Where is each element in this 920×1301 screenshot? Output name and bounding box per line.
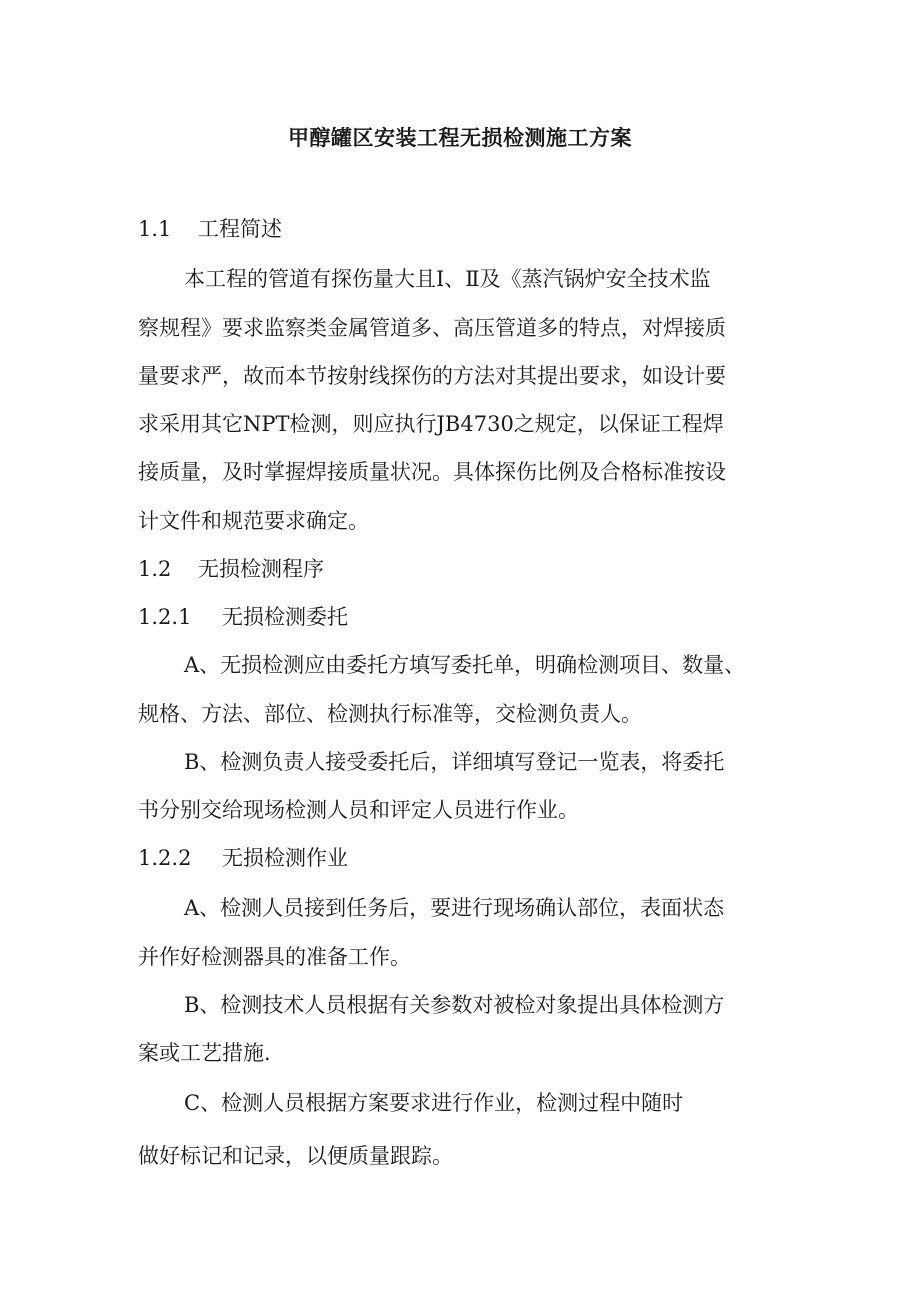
paragraph-line: 计文件和规范要求确定。 bbox=[138, 509, 369, 533]
paragraph-line: B、检测负责人接受委托后，详细填写登记一览表，将委托 bbox=[184, 750, 725, 774]
section-number: 1.2 bbox=[138, 557, 172, 581]
paragraph-line: 做好标记和记录，以便质量跟踪。 bbox=[138, 1144, 453, 1168]
paragraph-line: 求采用其它NPT检测，则应执行JB4730之规定，以保证工程焊 bbox=[138, 412, 724, 436]
paragraph-line: 并作好检测器具的准备工作。 bbox=[138, 945, 411, 969]
section-number: 1.2.1 bbox=[138, 605, 192, 629]
paragraph-line: 接质量，及时掌握焊接质量状况。具体探伤比例及合格标准按设 bbox=[138, 460, 726, 484]
paragraph-line: 案或工艺措施. bbox=[138, 1041, 271, 1065]
section-heading-1-2 bbox=[138, 554, 324, 584]
section-number: 1.1 bbox=[138, 217, 172, 241]
paragraph-line: B、检测技术人员根据有关参数对被检对象提出具体检测方 bbox=[184, 993, 725, 1017]
paragraph-line: 量要求严，故而本节按射线探伤的方法对其提出要求，如设计要 bbox=[138, 364, 726, 388]
paragraph-line: 本工程的管道有探伤量大且Ⅰ、Ⅱ及《蒸汽锅炉安全技术监 bbox=[184, 267, 711, 291]
section-title: 无损检测程序 bbox=[198, 557, 324, 581]
paragraph-line: 规格、方法、部位、检测执行标准等，交检测负责人。 bbox=[138, 702, 642, 726]
section-heading-1-2-1 bbox=[138, 602, 348, 632]
paragraph-line: A、无损检测应由委托方填写委托单，明确检测项目、数量、 bbox=[184, 653, 746, 677]
section-title: 工程简述 bbox=[198, 217, 282, 241]
paragraph-line: A、检测人员接到任务后，要进行现场确认部位，表面状态 bbox=[184, 896, 725, 920]
section-title: 无损检测委托 bbox=[222, 605, 348, 629]
section-title: 无损检测作业 bbox=[222, 846, 348, 870]
section-number: 1.2.2 bbox=[138, 846, 192, 870]
document-title: 甲醇罐区安装工程无损检测施工方案 bbox=[288, 125, 632, 150]
section-heading-1-1 bbox=[138, 214, 282, 244]
paragraph-line: C、检测人员根据方案要求进行作业，检测过程中随时 bbox=[184, 1091, 684, 1115]
paragraph-line: 书分别交给现场检测人员和评定人员进行作业。 bbox=[138, 798, 579, 822]
paragraph-line: 察规程》要求监察类金属管道多、高压管道多的特点，对焊接质 bbox=[138, 316, 726, 340]
section-heading-1-2-2 bbox=[138, 843, 348, 873]
